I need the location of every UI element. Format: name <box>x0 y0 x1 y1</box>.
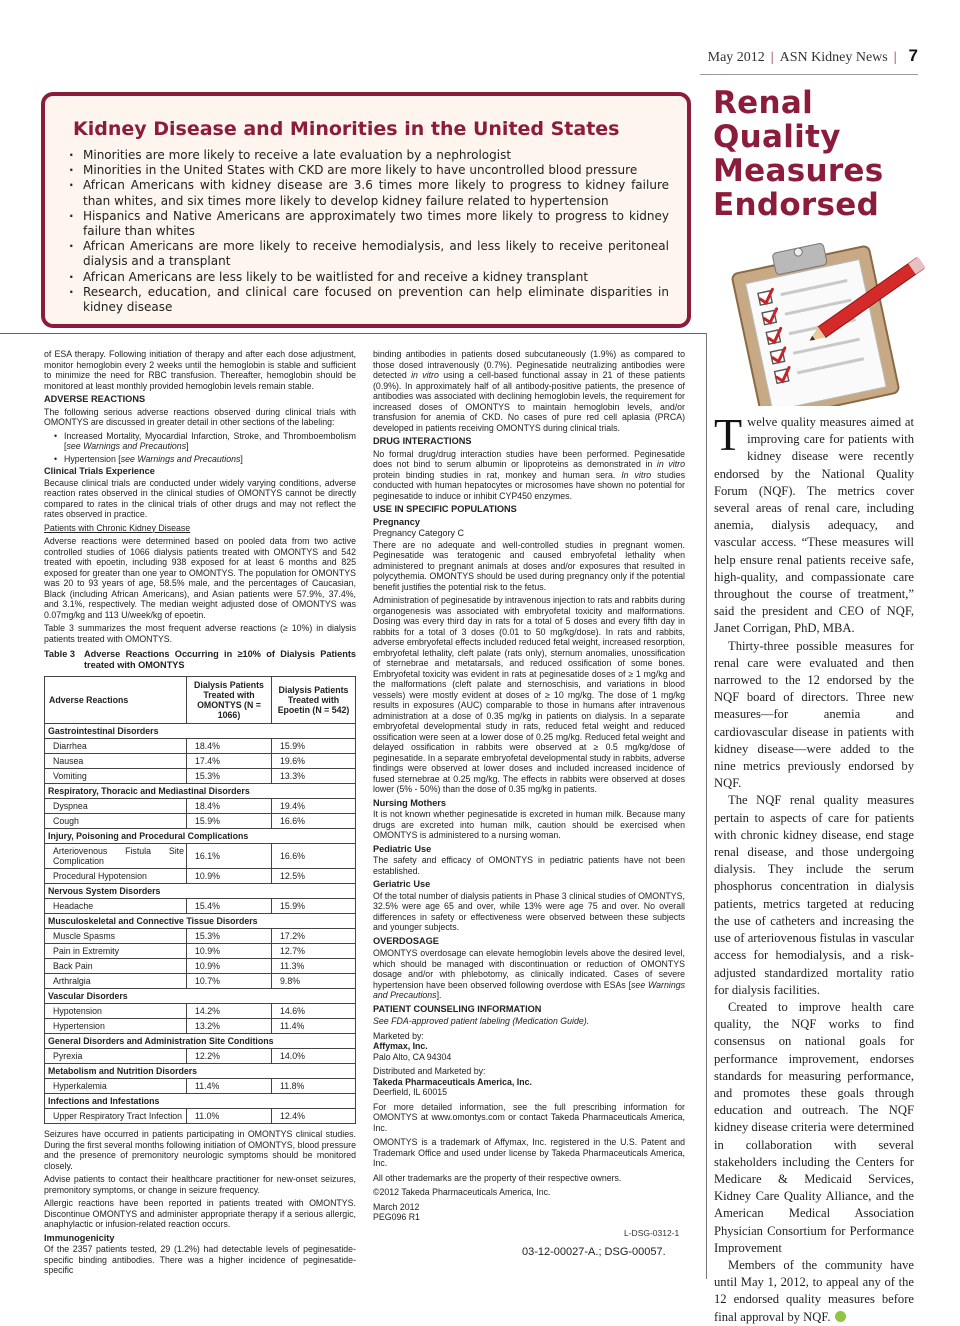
table-row <box>45 1079 356 1094</box>
pi-date: March 2012 <box>373 1201 420 1212</box>
pi-paragraph: Allergic reactions have been reported in patients treated with OMONTYS. Discontinue OMONTYS and administer appropriate therapy if a serious allergic, anaphylactic or infusion-related reaction occurs. <box>44 1198 356 1229</box>
epoetin-cell: 17.2% <box>272 929 356 944</box>
category-cell: Vascular Disorders <box>45 989 356 1004</box>
omontys-cell: 14.2% <box>187 1004 272 1019</box>
reaction-cell: Diarrhea <box>45 739 187 754</box>
reaction-cell: Headache <box>45 899 187 914</box>
epoetin-cell: 13.3% <box>272 769 356 784</box>
distributor-city: Deerfield, IL 60015 <box>373 1087 448 1097</box>
reaction-cell: Back Pain <box>45 959 187 974</box>
omontys-cell: 10.9% <box>187 959 272 974</box>
subheading-geriatric: Geriatric Use <box>373 879 431 889</box>
table-row <box>45 959 356 974</box>
table-category-row <box>45 914 356 929</box>
prescribing-info-left <box>44 349 356 1279</box>
table-row <box>45 974 356 989</box>
subheading-immunogenicity: Immunogenicity <box>44 1232 115 1243</box>
table-caption: Table 3 Adverse Reactions Occurring in ≥10% of Dialysis Patients treated with OMONTYS <box>44 649 356 670</box>
article-paragraph: Thirty-three possible measures for renal care were evaluated and then narrowed to the 12 endorsed by the NQF board of directors. Three new measures—for anemia and cardiovascular disease in patients with kidney disease—were added to the nine metrics previously endorsed by NQF. <box>714 638 914 791</box>
section-heading-counseling: PATIENT COUNSELING INFORMATION <box>373 1003 542 1014</box>
epoetin-cell: 12.4% <box>272 1109 356 1124</box>
epoetin-cell: 14.6% <box>272 1004 356 1019</box>
article-paragraph: Twelve quality measures aimed at improving care for patients with kidney disease were recently endorsed by the National Quality Forum (NQF). The metrics cover several areas of renal care, including anemia, dialysis adequacy, and vascular access. “These measures will help ensure renal patients receive safe, high-quality, and compassionate care throughout the course of treatment,” said the president and CEO of NQF, Janet Corrigan, PhD, MBA. <box>714 409 914 636</box>
table-body <box>45 724 356 1124</box>
article-body <box>714 409 915 1326</box>
table-row <box>45 944 356 959</box>
omontys-cell: 15.4% <box>187 899 272 914</box>
omontys-cell: 15.9% <box>187 814 272 829</box>
table-category-row <box>45 1064 356 1079</box>
list-item: · African Americans are less likely to be waitlisted for and receive a kidney transplant <box>69 270 669 285</box>
category-cell: General Disorders and Administration Site Conditions <box>45 1034 356 1049</box>
table-row <box>45 769 356 784</box>
omontys-cell: 12.2% <box>187 1049 272 1064</box>
table-category-row <box>45 989 356 1004</box>
pi-paragraph: The following serious adverse reactions observed during clinical trials with OMONTYS are discussed in greater detail in other sections of the labeling: <box>44 406 356 427</box>
subheading-pediatric: Pediatric Use <box>373 843 432 854</box>
subheading-clinical-trials: Clinical Trials Experience <box>44 466 155 476</box>
pi-paragraph: Because clinical trials are conducted under widely varying conditions, adverse reaction rates observed in the clinical studies of OMONTYS cannot be directly compared to rates in the clinical trials of other drugs and may not reflect the rates observed in practice. <box>44 477 356 519</box>
article-paragraph: Created to improve health care quality, the NQF works to find consensus on national goals for performance improvement, endorses standards for measuring performance, and promotes these goals through education and outreach. The NQF kidney disease criteria were determined in collaboration with several stakeholders including the Centers for Medicare & Medicaid Services, Kidney Care Quality Alliance, and the American Medical Association Physician Consortium for Performance Improvement <box>714 999 915 1255</box>
table-row <box>45 754 356 769</box>
table-category-row <box>45 1034 356 1049</box>
table-row <box>45 1109 356 1124</box>
section-heading-drug-interactions: DRUG INTERACTIONS <box>373 436 472 446</box>
section-heading-overdosage: OVERDOSAGE <box>373 935 439 946</box>
omontys-cell: 17.4% <box>187 754 272 769</box>
pi-paragraph: It is not known whether peginesatide is excreted in human milk. Because many drugs are excreted into human milk, caution should be exercised when OMONTYS is administered to a nursing woman. <box>373 809 685 840</box>
category-cell: Metabolism and Nutrition Disorders <box>45 1064 356 1079</box>
reaction-cell: Upper Respiratory Tract Infection <box>45 1109 187 1124</box>
subheading-ckd-patients: Patients with Chronic Kidney Disease <box>44 522 191 533</box>
category-cell: Infections and Infestations <box>45 1094 356 1109</box>
list-item: • Increased Mortality, Myocardial Infarction, Stroke, and Thromboembolism [see Warnings and Precautions] <box>54 431 356 452</box>
pi-paragraph: No formal drug/drug interaction studies have been performed. Peginesatide does not bind to serum albumin or lipoproteins as demonstrated in in vitro protein binding studies in rat, monkey and human sera. In vitro studies conducted with human hepatocytes or microsomes have shown no potential for peginesatide to induce or inhibit CYP450 enzymes. <box>373 448 685 501</box>
distributor-name: Takeda Pharmaceuticals America, Inc. <box>373 1076 532 1087</box>
epoetin-cell: 11.4% <box>272 1019 356 1034</box>
pi-paragraph: See FDA-approved patient labeling (Medication Guide). <box>373 1016 590 1026</box>
pi-paragraph: of ESA therapy. Following initiation of therapy and after each dose adjustment, monitor hemoglobin every 2 weeks until the hemoglobin is stable and sufficient to minimize the need for RBC transfusion. Thereafter, hemoglobin should be monitored at least monthly provided hemoglobin levels remain stable. <box>44 349 356 391</box>
category-cell: Gastrointestinal Disorders <box>45 724 356 739</box>
omontys-cell: 10.7% <box>187 974 272 989</box>
omontys-cell: 11.4% <box>187 1079 272 1094</box>
table-category-row <box>45 1094 356 1109</box>
minorities-list <box>69 148 669 315</box>
table-row <box>45 799 356 814</box>
epoetin-cell: 12.7% <box>272 944 356 959</box>
pi-paragraph: There are no adequate and well-controlled studies in pregnant women. Peginesatide was teratogenic and caused embryofetal lethality when administered to pregnant animals at doses and/or exposures that resulted in polycythemia. OMONTYS should be used during pregnancy only if the potential benefit justifies the potential risk to the fetus. <box>373 539 685 592</box>
marketed-by-label: Marketed by: <box>373 1030 424 1041</box>
column-header: Dialysis Patients Treated with OMONTYS (N = 1066) <box>187 677 272 724</box>
epoetin-cell: 19.6% <box>272 754 356 769</box>
pi-paragraph: binding antibodies in patients dosed subcutaneously (1.9%) as compared to those dosed intravenously (0.7%). Peginesatide neutralizing antibodies were detected in vitro using a cell-based functional assay in 21 of these patients (0.9%). In approximately half of all antibody-positive patients, the presence of antibodies was associated with declining hemoglobin levels, the requirement for increased doses of OMONTYS to maintain hemoglobin levels, and/or transfusion for anemia of CKD. No cases of pure red cell aplasia (PRCA) developed in patients receiving OMONTYS during clinical trials. <box>373 349 685 433</box>
pi-paragraph: Adverse reactions were determined based on pooled data from two active controlled studies of 1066 dialysis patients treated with OMONTYS and 542 treated with epoetin, including 938 exposed for at least 6 months and 825 exposed for greater than one year to OMONTYS. The population for OMONTYS was 20 to 93 years of age, 58.5% male, and the percentages of Caucasian, Black (including African Americans), and Asian patients were 57.9%, 37.4%, and 3.1%, respectively. The median weight adjusted dose of OMONTYS was 0.07mg/kg and 113 U/week/kg of epoetin. <box>44 536 356 620</box>
reaction-cell: Hyperkalemia <box>45 1079 187 1094</box>
clipboard-checklist-illustration <box>716 236 936 406</box>
omontys-cell: 15.3% <box>187 929 272 944</box>
epoetin-cell: 15.9% <box>272 899 356 914</box>
page-number: 7 <box>908 46 918 65</box>
article-title: Renal Quality Measures Endorsed <box>713 85 884 223</box>
table-category-row <box>45 829 356 844</box>
pi-paragraph: For more detailed information, see the full prescribing information for OMONTYS at www.omontys.com or contact Takeda Pharmaceuticals America, Inc. <box>373 1101 685 1133</box>
pi-code-right: L-DSG-0312-1 <box>624 1228 680 1238</box>
table-category-row <box>45 784 356 799</box>
epoetin-cell: 19.4% <box>272 799 356 814</box>
pi-paragraph: Advise patients to contact their healthcare practitioner for new-onset seizures, premonitory symptoms, or change in seizure frequency. <box>44 1174 356 1195</box>
reaction-cell: Vomiting <box>45 769 187 784</box>
pi-paragraph: Of the 2357 patients tested, 29 (1.2%) had detectable levels of peginesatide-specific binding antibodies. There was a higher incidence of peginesatide-specific <box>44 1244 356 1275</box>
reaction-cell: Nausea <box>45 754 187 769</box>
list-item: · Minorities in the United States with CKD are more likely to have uncontrolled blood pressure <box>69 163 669 178</box>
reaction-cell: Pain in Extremity <box>45 944 187 959</box>
clipboard-icon <box>729 236 900 406</box>
table-row <box>45 814 356 829</box>
article-paragraph: The NQF renal quality measures pertain to aspects of care for patients with chronic kidney disease, end stage renal disease, and those undergoing dialysis. They include the serum phosphorus concentration in dialysis patients, metrics targeted at reducing the use of catheters and increasing the use of arteriovenous fistulas in vascular access for hemodialysis, and a risk-adjusted standardized mortality ratio for dialysis facilities. <box>714 793 914 997</box>
category-cell: Musculoskeletal and Connective Tissue Disorders <box>45 914 356 929</box>
epoetin-cell: 14.0% <box>272 1049 356 1064</box>
table-row <box>45 929 356 944</box>
omontys-cell: 18.4% <box>187 799 272 814</box>
reaction-cell: Cough <box>45 814 187 829</box>
column-header: Adverse Reactions <box>45 677 187 724</box>
distributed-by-label: Distributed and Marketed by: <box>373 1066 486 1076</box>
publication-name: ASN Kidney News <box>779 50 888 65</box>
reaction-cell: Hypertension <box>45 1019 187 1034</box>
end-mark-icon <box>835 1311 846 1322</box>
pi-paragraph: Administration of peginesatide by intravenous injection to rats and rabbits during organogenesis was associated with embryofetal toxicity and malformations. Dosing was every third day in rats for a total of 5 doses and every fifth day in rabbits for a total of 3 doses (0.01 to 50 mg/kg/dose). In rats and rabbits, adverse embryofetal effects included reduced fetal weight, increased resorption, embryofetal lethality, cleft palate (rats only), sternum anomalies, unossification of sternebrae and metatarsals, and reduced ossification of some bones. Embryofetal toxicity was evident in rats at peginesatide doses of ≥ 1 mg/kg and the malformations (cleft palate and sternoschisis, and variations in blood vessels) were mostly evident at doses of ≥ 10 mg/kg. The dose of 1 mg/kg results in exposures (AUC) comparable to those in humans after intravenous administration at a dose of 0.35 mg/kg in patients on dialysis. In a separate embryofetal developmental study in rats, reduced fetal weight and reduced ossification were seen at a lower dose of 0.25 mg/kg. Reduced fetal weight and delayed ossification in rabbits were observed at ≥ 0.5 mg/kg/dose of peginesatide. In a separate embryofetal developmental study in rabbits, adverse findings were observed at lower doses and included increased incidence of fused sternebrae at 0.25 mg/kg. The effects in rabbits were observed at doses lower (5% - 50%) than the dose of 0.35 mg/kg in patients. <box>373 595 685 794</box>
omontys-cell: 10.9% <box>187 869 272 884</box>
page-header: May 2012 | ASN Kidney News | 7 <box>707 46 918 65</box>
reaction-cell: Arthralgia <box>45 974 187 989</box>
epoetin-cell: 12.5% <box>272 869 356 884</box>
omontys-cell: 16.1% <box>187 844 272 869</box>
pi-paragraph: The safety and efficacy of OMONTYS in pediatric patients have not been established. <box>373 855 685 876</box>
list-item: · African Americans with kidney disease are 3.6 times more likely to progress to kidney failure than whites, and six times more likely to develop kidney failure related to hypertension <box>69 178 669 208</box>
pregnancy-category: Pregnancy Category C <box>373 528 465 538</box>
table-row <box>45 844 356 869</box>
list-item: · Minorities are more likely to receive a late evaluation by a nephrologist <box>69 148 669 163</box>
table-row <box>45 1049 356 1064</box>
copyright: ©2012 Takeda Pharmaceuticals America, Inc. <box>373 1187 551 1197</box>
epoetin-cell: 9.8% <box>272 974 356 989</box>
table-category-row <box>45 884 356 899</box>
pi-paragraph: OMONTYS overdosage can elevate hemoglobin levels above the desired level, which should be managed with discontinuation or reduction of OMONTYS dosage and/or with phlebotomy, as clinically indicated. Cases of severe hypertension have been observed following overdose with ESAs [see Warnings and Precautions]. <box>373 948 685 1000</box>
section-heading-specific-populations: USE IN SPECIFIC POPULATIONS <box>373 504 517 514</box>
table-row <box>45 869 356 884</box>
epoetin-cell: 16.6% <box>272 844 356 869</box>
epoetin-cell: 11.3% <box>272 959 356 974</box>
drop-cap: T <box>714 409 743 460</box>
column-header: Dialysis Patients Treated with Epoetin (N = 542) <box>272 677 356 724</box>
table-row <box>45 739 356 754</box>
pi-paragraph: OMONTYS is a trademark of Affymax, Inc. registered in the U.S. Patent and Trademark Office and used under license by Takeda Pharmaceuticals America, Inc. <box>373 1137 685 1168</box>
category-cell: Injury, Poisoning and Procedural Complications <box>45 829 356 844</box>
epoetin-cell: 15.9% <box>272 739 356 754</box>
reaction-cell: Arteriovenous Fistula Site Complication <box>45 844 187 869</box>
reaction-cell: Muscle Spasms <box>45 929 187 944</box>
list-item: · African Americans are more likely to receive hemodialysis, and less likely to receive peritoneal dialysis and a transplant <box>69 239 669 269</box>
list-item: · Research, education, and clinical care focused on prevention can help eliminate disparities in kidney disease <box>69 285 669 315</box>
table-row <box>45 899 356 914</box>
pi-paragraph: Table 3 summarizes the most frequent adverse reactions (≥ 10%) in dialysis patients treated with OMONTYS. <box>44 623 356 644</box>
marketer-name: Affymax, Inc. <box>373 1041 428 1051</box>
column-divider <box>706 333 707 1279</box>
table-category-row <box>45 724 356 739</box>
pi-paragraph: All other trademarks are the property of their respective owners. <box>373 1172 622 1183</box>
omontys-cell: 13.2% <box>187 1019 272 1034</box>
omontys-cell: 18.4% <box>187 739 272 754</box>
table-row <box>45 1019 356 1034</box>
adverse-bullets <box>54 431 356 465</box>
subheading-nursing: Nursing Mothers <box>373 797 446 808</box>
reaction-cell: Hypotension <box>45 1004 187 1019</box>
category-cell: Respiratory, Thoracic and Mediastinal Disorders <box>45 784 356 799</box>
ad-codes: 03-12-00027-A.; DSG-00057. <box>522 1246 666 1258</box>
issue-date: May 2012 <box>707 50 765 65</box>
omontys-cell: 15.3% <box>187 769 272 784</box>
omontys-cell: 10.9% <box>187 944 272 959</box>
list-item: • Hypertension [see Warnings and Precautions] <box>54 454 356 465</box>
prescribing-info-right <box>373 349 685 1226</box>
pi-paragraph: Of the total number of dialysis patients in Phase 3 clinical studies of OMONTYS, 32.5% were age 65 and over, while 13% were age 75 and over. No overall differences in safety or effectiveness were observed between these subjects and younger subjects. <box>373 890 685 932</box>
table-row <box>45 1004 356 1019</box>
article-paragraph: Members of the community have until May 1, 2012, to appeal any of the 12 endorsed quality measures before final approval by NQF. <box>714 1257 914 1324</box>
pi-paragraph: Seizures have occurred in patients participating in OMONTYS clinical studies. During the first several months following initiation of OMONTYS, blood pressure and the presence of premonitory neurologic symptoms should be monitored closely. <box>44 1129 356 1171</box>
pi-code: PEG096 R1 <box>373 1212 420 1222</box>
subheading-pregnancy: Pregnancy <box>373 516 420 527</box>
ad-top-rule <box>0 333 706 334</box>
omontys-cell: 11.0% <box>187 1109 272 1124</box>
reaction-cell: Pyrexia <box>45 1049 187 1064</box>
adverse-reactions-table <box>44 676 356 1124</box>
list-item: · Hispanics and Native Americans are approximately two times more likely to progress to kidney failure than whites <box>69 209 669 239</box>
reaction-cell: Procedural Hypotension <box>45 869 187 884</box>
minorities-title: Kidney Disease and Minorities in the United States <box>73 118 620 140</box>
category-cell: Nervous System Disorders <box>45 884 356 899</box>
section-heading-adverse-reactions: ADVERSE REACTIONS <box>44 394 146 404</box>
epoetin-cell: 11.8% <box>272 1079 356 1094</box>
epoetin-cell: 16.6% <box>272 814 356 829</box>
marketer-city: Palo Alto, CA 94304 <box>373 1051 452 1062</box>
minorities-sidebar-box <box>41 92 691 328</box>
header-rule <box>700 74 918 75</box>
reaction-cell: Dyspnea <box>45 799 187 814</box>
